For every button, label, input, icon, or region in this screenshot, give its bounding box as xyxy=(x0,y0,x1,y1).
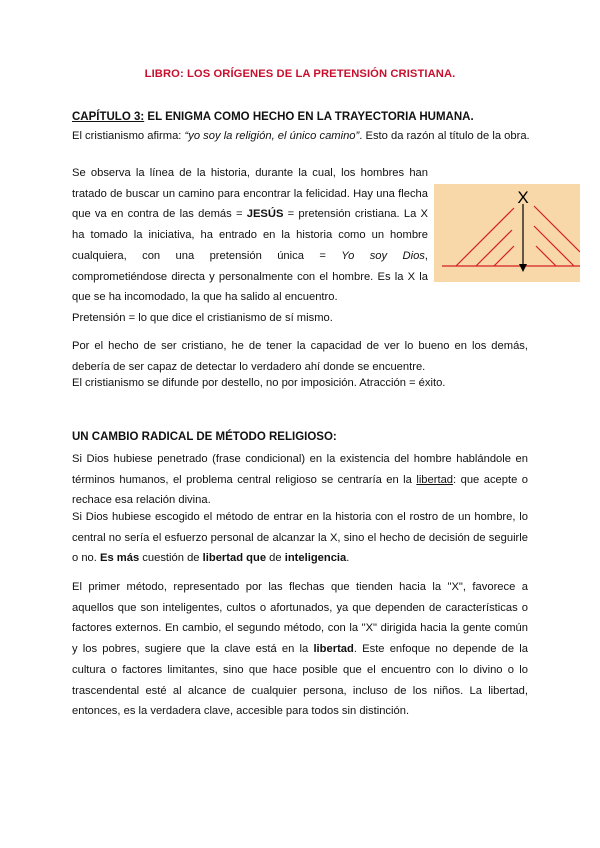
intro-line xyxy=(72,130,528,142)
arrows-diagram-svg xyxy=(434,184,580,282)
arrows-diagram xyxy=(434,184,580,282)
intro-text-a: El cristianismo afirma: xyxy=(72,130,185,142)
x-label: X xyxy=(517,188,529,207)
p6-es-mas: Es más xyxy=(100,552,140,565)
p6-text-c: de xyxy=(266,552,285,565)
p6-inteligencia: inteligencia xyxy=(284,552,347,565)
p6-libertad-que: libertad que xyxy=(202,552,267,565)
chapter-heading xyxy=(72,111,474,123)
p6-text-a: Si Dios hubiese escogido el método de entrar en la historia con el rostro de un hombre, lo central no sería el esfuerzo personal de alcanzar la X, sino el hecho de decisión de seguirle o no. xyxy=(72,511,528,565)
paragraph-methods-comparison xyxy=(72,577,528,722)
chapter-title: EL ENIGMA COMO HECHO EN LA TRAYECTORIA HUMANA. xyxy=(144,111,474,123)
p7-libertad: libertad xyxy=(313,643,354,656)
p6-text-d: . xyxy=(346,552,350,565)
intro-text-b: . Esto da razón al título de la obra. xyxy=(359,130,530,142)
paragraph-freedom xyxy=(72,449,528,511)
p5-text-a: Si Dios hubiese penetrado (frase condicional) en la existencia del hombre hablándole en términos humanos, el problema central religioso se centraría en la xyxy=(72,453,528,486)
book-title: LIBRO: LOS ORÍGENES DE LA PRETENSIÓN CRISTIANA. xyxy=(144,68,456,80)
p1-text-a: Se observa la línea de la historia, durante la cual, los hombres han tratado de buscar un camino para encontrar la felicidad. Hay una flecha que va en contra de las demás = xyxy=(72,167,428,221)
right-arrow-3 xyxy=(536,246,556,266)
paragraph-pretension: Pretensión = lo que dice el cristianismo de sí mismo. xyxy=(72,312,333,324)
p7-text-a: El primer método, representado por las flechas que tienden hacia la "X", favorece a aquellos que son inteligentes, cultos o afortunados, ya que dependen de características o factores externos. En cambio, el segundo método, con la "X" dirigida hacia la gente común y los pobres, sugiere que la clave está en la xyxy=(72,581,528,656)
left-arrow-2 xyxy=(476,230,512,266)
p1-text-b: = pretensión cristiana. La X ha tomado la iniciativa, ha entrado en la historia como un hombre cualquiera, con una pretensión única = xyxy=(72,208,428,262)
x-arrow-head xyxy=(519,264,527,272)
p7-text-b: . Este enfoque no depende de la cultura o factores limitantes, sino que hace posible que el encuentro con lo divino o lo trascendental esté al alcance de cualquier persona, incluso de los niños. La libertad, entonces, es la verdadera clave, accesible para todos sin distinción. xyxy=(72,643,528,718)
chapter-label: CAPÍTULO 3: xyxy=(72,111,145,123)
p1-jesus: JESÚS xyxy=(246,208,284,221)
p5-libertad: libertad xyxy=(416,473,454,486)
p1-text-c: , comprometiéndose directa y personalmente con el hombre. Es la X la que se ha incomodado, la que ha salido al encuentro. xyxy=(72,249,428,304)
intro-quote: “yo soy la religión, el único camino” xyxy=(184,130,360,142)
left-arrow-3 xyxy=(494,246,514,266)
right-arrow-1 xyxy=(534,206,580,252)
p5-text-b: : que acepte o rechace esa relación divina. xyxy=(72,473,528,507)
p1-yo-soy-dios: Yo soy Dios xyxy=(341,249,425,262)
section-heading: UN CAMBIO RADICAL DE MÉTODO RELIGIOSO: xyxy=(72,431,337,443)
right-arrow-2 xyxy=(534,226,574,266)
p6-text-b: cuestión de xyxy=(139,552,203,565)
paragraph-history xyxy=(72,163,428,308)
paragraph-attraction: El cristianismo se difunde por destello, no por imposición. Atracción = éxito. xyxy=(72,377,446,389)
paragraph-method xyxy=(72,507,528,569)
paragraph-christian: Por el hecho de ser cristiano, he de tener la capacidad de ver lo bueno en los demás, debería de ser capaz de detectar lo verdadero ahí donde se encuentre. xyxy=(72,340,528,373)
